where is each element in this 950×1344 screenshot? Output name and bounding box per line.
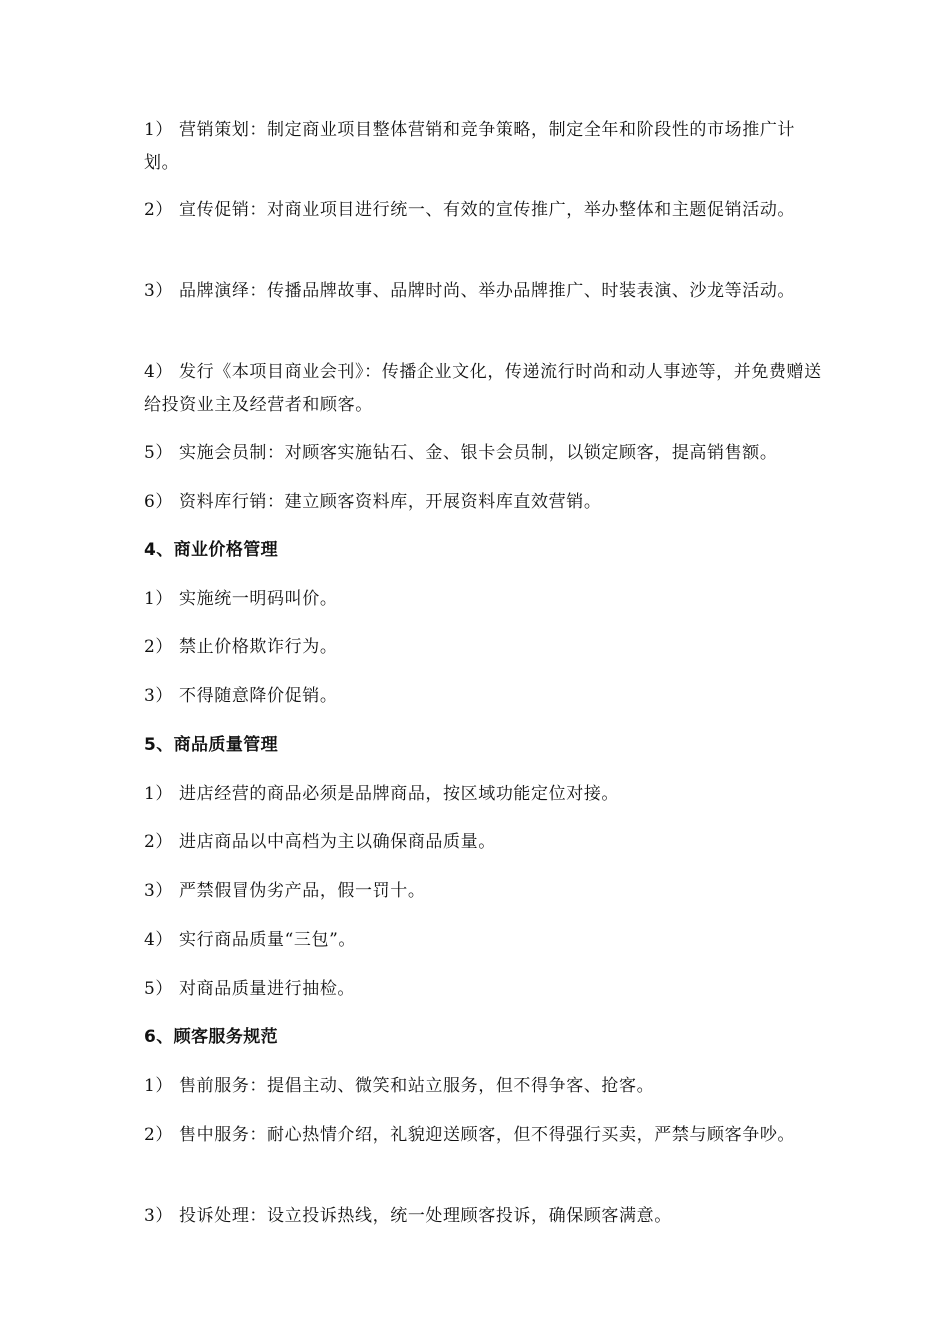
section-heading-quality-management: 5、商品质量管理 xyxy=(144,735,279,755)
quality-rule-item: 5） 对商品质量进行抽检。 xyxy=(144,979,356,999)
service-rule-item: 2） 售中服务：耐心热情介绍，礼貌迎送顾客，但不得强行买卖，严禁与顾客争吵。 xyxy=(144,1125,796,1145)
section-heading-customer-service: 6、顾客服务规范 xyxy=(144,1027,279,1047)
price-rule-item: 3） 不得随意降价促销。 xyxy=(144,686,338,706)
quality-rule-item: 1） 进店经营的商品必须是品牌商品，按区域功能定位对接。 xyxy=(144,784,620,804)
quality-rule-item: 3） 严禁假冒伪劣产品，假一罚十。 xyxy=(144,881,426,901)
price-rule-item: 2） 禁止价格欺诈行为。 xyxy=(144,637,338,657)
section-heading-price-management: 4、商业价格管理 xyxy=(144,540,279,560)
price-rule-item: 1） 实施统一明码叫价。 xyxy=(144,589,338,609)
quality-rule-item: 2） 进店商品以中高档为主以确保商品质量。 xyxy=(144,832,496,852)
service-rule-item: 1） 售前服务：提倡主动、微笑和站立服务，但不得争客、抢客。 xyxy=(144,1076,655,1096)
quality-rule-item: 4） 实行商品质量“三包”。 xyxy=(144,930,357,950)
marketing-planning-item: 1） 营销策划：制定商业项目整体营销和竞争策略，制定全年和阶段性的市场推广计划。 xyxy=(144,120,796,173)
database-marketing-item: 6） 资料库行销：建立顾客资料库，开展资料库直效营销。 xyxy=(144,492,602,512)
service-rule-item: 3） 投诉处理：设立投诉热线，统一处理顾客投诉，确保顾客满意。 xyxy=(144,1206,672,1226)
membership-item: 5） 实施会员制：对顾客实施钻石、金、银卡会员制，以锁定顾客，提高销售额。 xyxy=(144,443,778,463)
journal-publication-item: 4） 发行《本项目商业会刊》：传播企业文化，传递流行时尚和动人事迹等，并免费赠送给投资业主及经营者和顾客。 xyxy=(144,362,822,415)
brand-interpretation-item: 3） 品牌演绎：传播品牌故事、品牌时尚、举办品牌推广、时装表演、沙龙等活动。 xyxy=(144,281,796,301)
promotion-item: 2） 宣传促销：对商业项目进行统一、有效的宣传推广，举办整体和主题促销活动。 xyxy=(144,200,796,220)
